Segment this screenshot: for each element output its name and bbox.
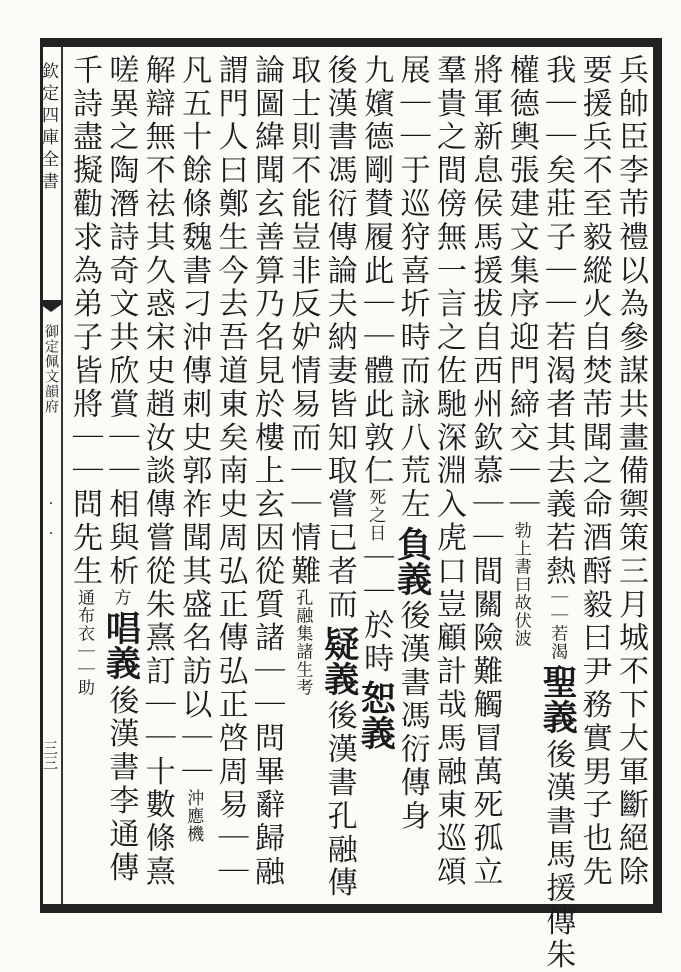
body-text: 後漢書李通傳 <box>103 684 139 885</box>
body-text: 兵帥臣李芾禮以為參謀共畫備禦策三月城不下大軍斷絕除 <box>613 54 648 889</box>
body-text: 取士則不能豈非反妒情易而｜｜情難 <box>285 54 321 589</box>
body-text: 後漢書孔融傳 <box>321 699 357 901</box>
body-text: 論圖緯聞玄善算乃名見於樓上玄因從質諸｜｜問畢辭歸融 <box>249 54 284 889</box>
headword: 疑義 <box>318 625 360 696</box>
body-text: 將軍新息侯馬援拔自西州欽慕｜｜間關險難觸冒萬死孤立 <box>467 54 503 889</box>
body-text: 九嬪德剛賛履此｜｜體此敦仁 <box>358 54 394 489</box>
text-column <box>391 54 433 902</box>
body-text: 後漢書馮衍傳論夫納妻皆知取嘗已者而 <box>321 54 357 622</box>
body-text: 解辯無不祛其久惑宋史趙汝談傳嘗從朱熹訂｜｜十數條熹 <box>139 54 175 889</box>
body-text: 謂門人曰鄭生今去吾道東矣南史周弘正傳弘正啓周易｜｜ <box>212 54 248 889</box>
series-title: 欽定四庫全書 <box>38 62 58 194</box>
margin-dot-icon: ・ <box>46 529 56 540</box>
text-column <box>612 54 648 902</box>
text-column <box>66 54 102 902</box>
text-column <box>318 54 360 902</box>
headword: 聖義 <box>537 664 579 735</box>
annotation-text: 勃上書曰故伏波 <box>510 521 531 648</box>
text-column <box>284 54 320 902</box>
page-number: 三三 <box>41 740 59 770</box>
fishtail-mark-icon <box>40 300 62 316</box>
text-column <box>466 54 502 902</box>
body-text: 我｜｜矣莊子｜｜若渴者其去義若熱 <box>540 54 576 589</box>
text-column <box>248 54 284 902</box>
text-column <box>212 54 248 902</box>
body-text: 千詩盡擬勸求為弟子皆將｜｜問先生 <box>67 54 102 589</box>
book-title: 御定佩文韻府 <box>43 324 59 414</box>
text-column <box>355 54 397 902</box>
text-column <box>576 54 612 902</box>
text-column <box>537 54 579 972</box>
headword: 唱義 <box>100 610 142 681</box>
text-column <box>139 54 175 902</box>
body-text: 權德輿張建文集序迎門締交｜｜ <box>503 54 539 522</box>
annotation-text: 方 <box>110 588 131 607</box>
headword: 恕義 <box>355 679 397 750</box>
text-column <box>430 54 466 902</box>
body-text: 要援兵不至毅縱火自焚芾聞之命酒酹毅曰尹務實男子也先 <box>576 54 612 889</box>
headword: 負義 <box>391 525 433 596</box>
body-text: 展｜｜于巡狩喜圻時而詠八荒左 <box>394 54 430 522</box>
text-column <box>175 54 211 902</box>
right-border-rule <box>653 38 662 913</box>
annotation-text: 孔融集諸生考 <box>292 588 313 697</box>
body-text: 羣貴之間傍無一言之佐馳深淵入虎口豈顧計哉馬融東巡頌 <box>431 54 466 889</box>
annotation-text: 死之日 <box>365 488 386 543</box>
body-text: 凡五十餘條魏書刁沖傳刺史郭祚聞其盛名訪以｜｜ <box>176 54 212 789</box>
margin-dot-icon: ・ <box>46 499 56 510</box>
top-border-rule <box>40 38 662 47</box>
annotation-text: ｜｜若渴 <box>547 588 568 661</box>
body-text: ｜｜於時 <box>358 542 394 676</box>
body-text: 嗟異之陶潛詩奇文共欣賞｜｜相與析 <box>103 54 139 589</box>
body-text: 後漢書馬援傳朱 <box>540 738 576 972</box>
annotation-text: 通布衣｜｜助 <box>74 588 94 697</box>
annotation-text: 沖應機 <box>183 788 204 843</box>
text-column <box>503 54 539 902</box>
margin-divider <box>61 47 63 904</box>
text-column <box>100 54 142 902</box>
body-text: 後漢書馮衍傳身 <box>394 599 430 834</box>
